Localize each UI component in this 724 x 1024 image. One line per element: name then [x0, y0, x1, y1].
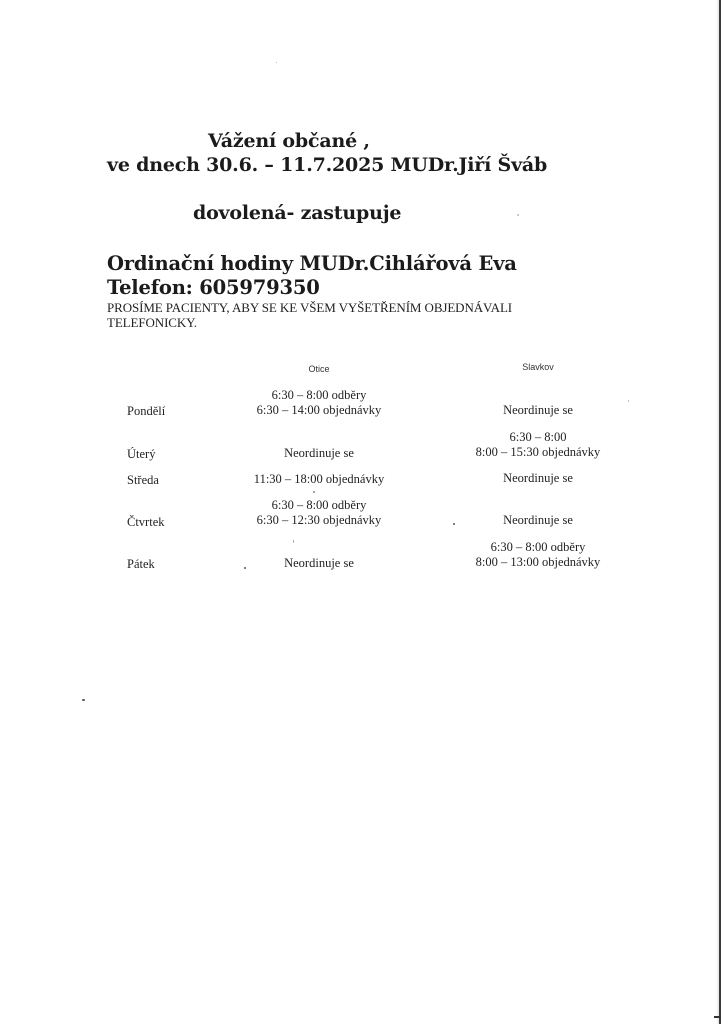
column-header-slavkov: Slavkov: [522, 362, 554, 372]
cell-tuesday-slavkov: [428, 430, 648, 460]
cell-line: 6:30 – 8:00: [509, 430, 567, 444]
phone-heading: Telefon: 605979350: [107, 276, 320, 299]
day-label-monday: Pondělí: [127, 404, 166, 418]
cell-line: Neordinuje se: [503, 471, 573, 485]
cell-line: 6:30 – 8:00 odběry: [271, 498, 367, 512]
day-label-thursday: Čtvrtek: [127, 515, 165, 529]
scan-speck: [453, 523, 455, 525]
notice-line-1: PROSÍME PACIENTY, ABY SE KE VŠEM VYŠETŘENÍM OBJEDNÁVALI: [107, 300, 513, 315]
vacation-dates-heading: ve dnech 30.6. – 11.7.2025 MUDr.Jiří Šváb: [107, 154, 548, 176]
cell-line: 8:00 – 13:00 objednávky: [475, 555, 601, 569]
cell-monday-slavkov: [428, 403, 648, 418]
scan-speck: [82, 699, 85, 701]
column-header-otice: Otice: [308, 364, 330, 374]
vacation-substitute-heading: dovolená- zastupuje: [193, 202, 402, 224]
greeting-heading: Vážení občané ,: [208, 130, 370, 152]
scan-speck: [628, 400, 629, 402]
scan-speck: [244, 567, 246, 569]
cell-line: 6:30 – 8:00 odběry: [490, 540, 586, 554]
scan-corner-mark: [714, 1016, 721, 1018]
notice-line-2: TELEFONICKY.: [107, 315, 197, 330]
cell-line: Neordinuje se: [503, 403, 573, 417]
cell-friday-slavkov: [428, 540, 648, 570]
page-edge-line: [719, 0, 721, 1024]
cell-line: Neordinuje se: [284, 446, 354, 460]
scan-speck: [293, 540, 294, 543]
cell-line: Neordinuje se: [503, 513, 573, 527]
cell-line: Neordinuje se: [284, 556, 354, 570]
day-label-tuesday: Úterý: [127, 447, 156, 461]
scan-speck: [276, 62, 277, 63]
cell-friday-otice: [209, 556, 429, 571]
scan-speck: [313, 491, 315, 493]
cell-line: 6:30 – 8:00 odběry: [271, 388, 367, 402]
day-label-wednesday: Středa: [127, 473, 159, 487]
cell-line: 8:00 – 15:30 objednávky: [475, 445, 601, 459]
day-label-friday: Pátek: [127, 557, 155, 571]
cell-line: 11:30 – 18:00 objednávky: [253, 472, 385, 486]
cell-thursday-otice: [209, 498, 429, 528]
cell-monday-otice: [209, 388, 429, 418]
cell-wednesday-otice: [209, 472, 429, 487]
office-hours-heading: Ordinační hodiny MUDr.Cihlářová Eva: [107, 252, 517, 275]
cell-wednesday-slavkov: [428, 471, 648, 486]
cell-line: 6:30 – 12:30 objednávky: [256, 513, 382, 527]
scan-speck: [517, 214, 519, 216]
cell-line: 6:30 – 14:00 objednávky: [256, 403, 382, 417]
cell-tuesday-otice: [209, 446, 429, 461]
cell-thursday-slavkov: [428, 513, 648, 528]
